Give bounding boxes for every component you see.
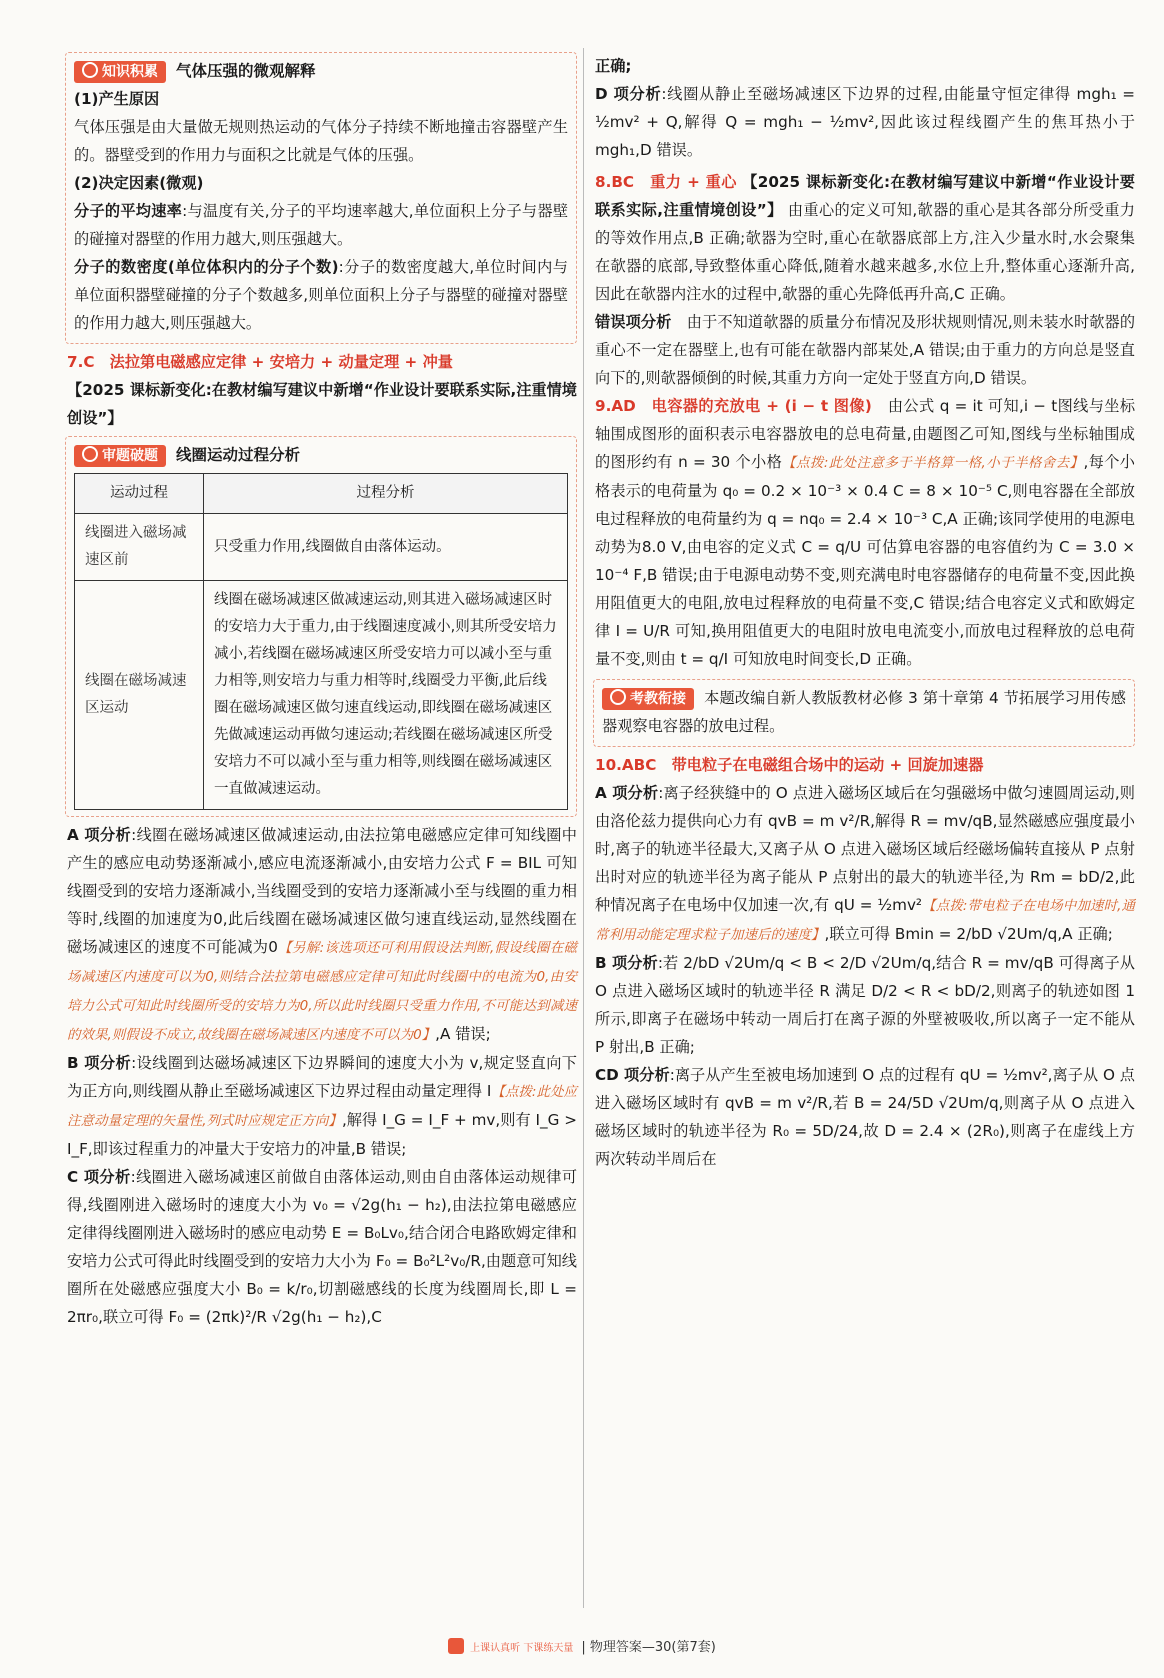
table-row: [75, 514, 568, 581]
analysis-title: 线圈运动过程分析: [176, 446, 301, 464]
q7-heading: 7.C 法拉第电磁感应定律 + 安培力 + 动量定理 + 冲量: [67, 353, 453, 371]
table-header-analysis: 过程分析: [204, 474, 568, 514]
kb-heading-1: (1)产生原因: [74, 90, 160, 108]
textbook-link-box: [593, 679, 1135, 747]
kb-paragraph-2: 分子的平均速率:与温度有关,分子的平均速率越大,单位面积上分子与器壁的碰撞对器壁的作用力越大,则压强越大。: [74, 202, 569, 248]
knowledge-badge: 知识积累: [74, 61, 166, 83]
q10-option-b: B 项分析:若 2/bD √2Um/q < B < 2/D √2Um/q,结合 R = mv/qB 可得离子从 O 点进入磁场区域时的轨迹半径 R 满足 D/2 < R < bD/2,则离子的轨迹如图 1 所示,即离子在磁场中转动一周后打在离子源的外壁被吸收,所以离子一定不能从 P 射出,B 正确;: [595, 954, 1135, 1056]
book-icon: [610, 689, 626, 705]
q10-option-cd: CD 项分析:离子从产生至被电场加速到 O 点的过程有 qU = ½mv²,离子从 O 点进入磁场区域时有 qvB = m v²/R,若 B = 24/5D √2Um/q,则离子从 O 点进入磁场区域时的轨迹半径为 R₀ = 5D/24,故 D = 2.4 × (2R₀),则离子在虚线上方两次转动半周后在: [595, 1066, 1135, 1168]
q10-heading: 10.ABC 带电粒子在电磁组合场中的运动 + 回旋加速器: [595, 756, 984, 774]
page-footer: 上课认真听 下课练天量 | 物理答案—30(第7套): [0, 1636, 1164, 1655]
process-table: [74, 473, 568, 810]
brand-logo-icon: [448, 1638, 464, 1654]
footer-slogan: 上课认真听 下课练天量: [470, 1643, 574, 1654]
knowledge-title: 气体压强的微观解释: [176, 62, 316, 80]
table-cell: 线圈在磁场减速区运动: [75, 581, 204, 810]
analysis-badge: 审题破题: [74, 445, 166, 467]
table-cell: 线圈在磁场减速区做减速运动,则其进入磁场减速区时的安培力大于重力,由于线圈速度减小,则其所受安培力减小,若线圈在磁场减速区所受安培力可以减小至与重力相等,则安培力与重力相等时,线圈受力平衡,此后线圈在磁场减速区做匀速直线运动,即线圈在磁场减速区先做减速运动再做匀速运动;若线圈在磁场减速区所受安培力不可以减小至与重力相等,则线圈在磁场减速区一直做减速运动。: [204, 581, 568, 810]
left-column: [67, 52, 577, 1331]
q7-option-c-end: 正确;: [595, 57, 632, 75]
target-icon: [82, 62, 98, 78]
kb-paragraph-1: 气体压强是由大量做无规则热运动的气体分子持续不断地撞击容器壁产生的。器壁受到的作用力与面积之比就是气体的压强。: [74, 118, 568, 164]
bulb-icon: [82, 446, 98, 462]
q8-block: 8.BC 重力 + 重心 【2025 课标新变化:在教材编写建议中新增“作业设计要联系实际,注重情境创设”】 由重心的定义可知,欹器的重心是其各部分所受重力的等效作用点,B 正确;欹器为空时,重心在欹器底部上方,注入少量水时,水会聚集在欹器的底部,导致整体重心降低,随着水越来越多,水位上升,整体重心逐渐升高,因此在欹器内注水的过程中,欹器的重心先降低再升高,C 正确。: [595, 173, 1135, 303]
q10-option-a: A 项分析:离子经狭缝中的 O 点进入磁场区域后在匀强磁场中做匀速圆周运动,则由洛伦兹力提供向心力有 qvB = m v²/R,解得 R = mv/qB,显然磁感应强度最小时,离子的轨迹半径最大,又离子从 O 点进入磁场区域后经磁场偏转直接从 P 点射出时对应的轨迹半径为离子能从 P 点射出的最大的轨迹半径,为 Rm = bD/2,此种情况离子在电场中仅加速一次,有 qU = ½mv²【点拨:带电粒子在电场中加速时,通常利用动能定理求粒子加速后的速度】,联立可得 Bmin = 2/bD √2Um/q,A 正确;: [595, 784, 1136, 943]
column-divider: [583, 48, 584, 1608]
textbook-link-badge: 考教衔接: [602, 688, 694, 710]
table-header-process: 运动过程: [75, 474, 204, 514]
right-column: [595, 52, 1135, 1173]
q7-curriculum-note: 【2025 课标新变化:在教材编写建议中新增“作业设计要联系实际,注重情境创设”】: [67, 381, 577, 427]
table-cell: 线圈进入磁场减速区前: [75, 514, 204, 581]
q7-option-a: A 项分析:线圈在磁场减速区做减速运动,由法拉第电磁感应定律可知线圈中产生的感应电动势逐渐减小,感应电流逐渐减小,由安培力公式 F = BIL 可知线圈受到的安培力逐渐减小,当线圈受到的安培力逐渐减小至与线圈的重力相等时,线圈的加速度为0,此后线圈在磁场减速区做匀速直线运动,显然线圈在磁场减速区的速度不可能减为0【另解:该选项还可利用假设法判断,假设线圈在磁场减速区内速度可以为0,则结合法拉第电磁感应定律可知此时线圈中的电流为0,由安培力公式可知此时线圈所受的安培力为0,所以此时线圈只受重力作用,不可能达到减速的效果,则假设不成立,故线圈在磁场减速区内速度不可以为0】,A 错误;: [67, 826, 577, 1043]
kb-paragraph-3: 分子的数密度(单位体积内的分子个数):分子的数密度越大,单位时间内与单位面积器壁碰撞的分子个数越多,则单位面积上分子与器壁的碰撞对器壁的作用力越大,则压强越大。: [74, 258, 568, 332]
footer-page-label: 物理答案—30(第7套): [589, 1640, 716, 1655]
analysis-box: [65, 436, 577, 817]
table-row: [75, 581, 568, 810]
q9-block: 9.AD 电容器的充放电 + (i − t 图像) 由公式 q = it 可知,i − t图线与坐标轴围成图形的面积表示电容器放电的总电荷量,由题图乙可知,图线与坐标轴围成的图形约有 n = 30 个小格【点拨:此处注意多于半格算一格,小于半格舍去】,每个小格表示的电荷量为 q₀ = 0.2 × 10⁻³ × 0.4 C = 8 × 10⁻⁵ C,则电容器在全部放电过程释放的电荷量约为 q = nq₀ = 2.4 × 10⁻³ C,A 正确;该同学使用的电源电动势为8.0 V,由电容的定义式 C = q/U 可估算电容器的电容值约为 C = 3.0 × 10⁻⁴ F,B 错误;由于电源电动势不变,则充满电时电容器储存的电荷量不变,因此换用阻值更大的电阻,放电过程释放的电荷量不变,C 错误;结合电容定义式和欧姆定律 I = U/R 可知,换用阻值更大的电阻时放电电流变小,而放电过程释放的总电荷量不变,则由 t = q/I 可知放电时间变长,D 正确。: [595, 397, 1136, 668]
knowledge-box: [65, 52, 577, 344]
table-cell: 只受重力作用,线圈做自由落体运动。: [204, 514, 568, 581]
q7-option-b: B 项分析:设线圈到达磁场减速区下边界瞬间的速度大小为 v,规定竖直向下为正方向,则线圈从静止至磁场减速区下边界过程由动量定理得 I【点拨:此处应注意动量定理的矢量性,列式时应规定正方向】,解得 I_G = I_F + mv,则有 I_G > I_F,即该过程重力的冲量大于安培力的冲量,B 错误;: [67, 1054, 577, 1158]
q7-option-d: D 项分析:线圈从静止至磁场减速区下边界的过程,由能量守恒定律得 mgh₁ = ½mv² + Q,解得 Q = mgh₁ − ½mv²,因此该过程线圈产生的焦耳热小于 mgh₁,D 错误。: [595, 85, 1135, 159]
q8-error-analysis: 错误项分析 由于不知道欹器的质量分布情况及形状规则情况,则未装水时欹器的重心不一定在器壁上,也有可能在欹器内部某处,A 错误;由于重力的方向总是竖直向下的,则欹器倾倒的时候,其重力方向一定处于竖直方向,D 错误。: [595, 313, 1136, 387]
textbook-link-text: 本题改编自新人教版教材必修 3 第十章第 4 节拓展学习用传感器观察电容器的放电过程。: [602, 689, 1126, 735]
q7-option-c: C 项分析:线圈进入磁场减速区前做自由落体运动,则由自由落体运动规律可得,线圈刚进入磁场时的速度大小为 v₀ = √2g(h₁ − h₂),由法拉第电磁感应定律得线圈刚进入磁场时的感应电动势 E = B₀Lv₀,结合闭合电路欧姆定律和安培力公式可得此时线圈受到的安培力大小为 F₀ = B₀²L²v₀/R,由题意可知线圈所在处磁感应强度大小 B₀ = k/r₀,切割磁感线的长度为线圈周长,即 L = 2πr₀,联立可得 F₀ = (2πk)²/R √2g(h₁ − h₂),C: [67, 1168, 578, 1326]
kb-heading-2: (2)决定因素(微观): [74, 174, 204, 192]
